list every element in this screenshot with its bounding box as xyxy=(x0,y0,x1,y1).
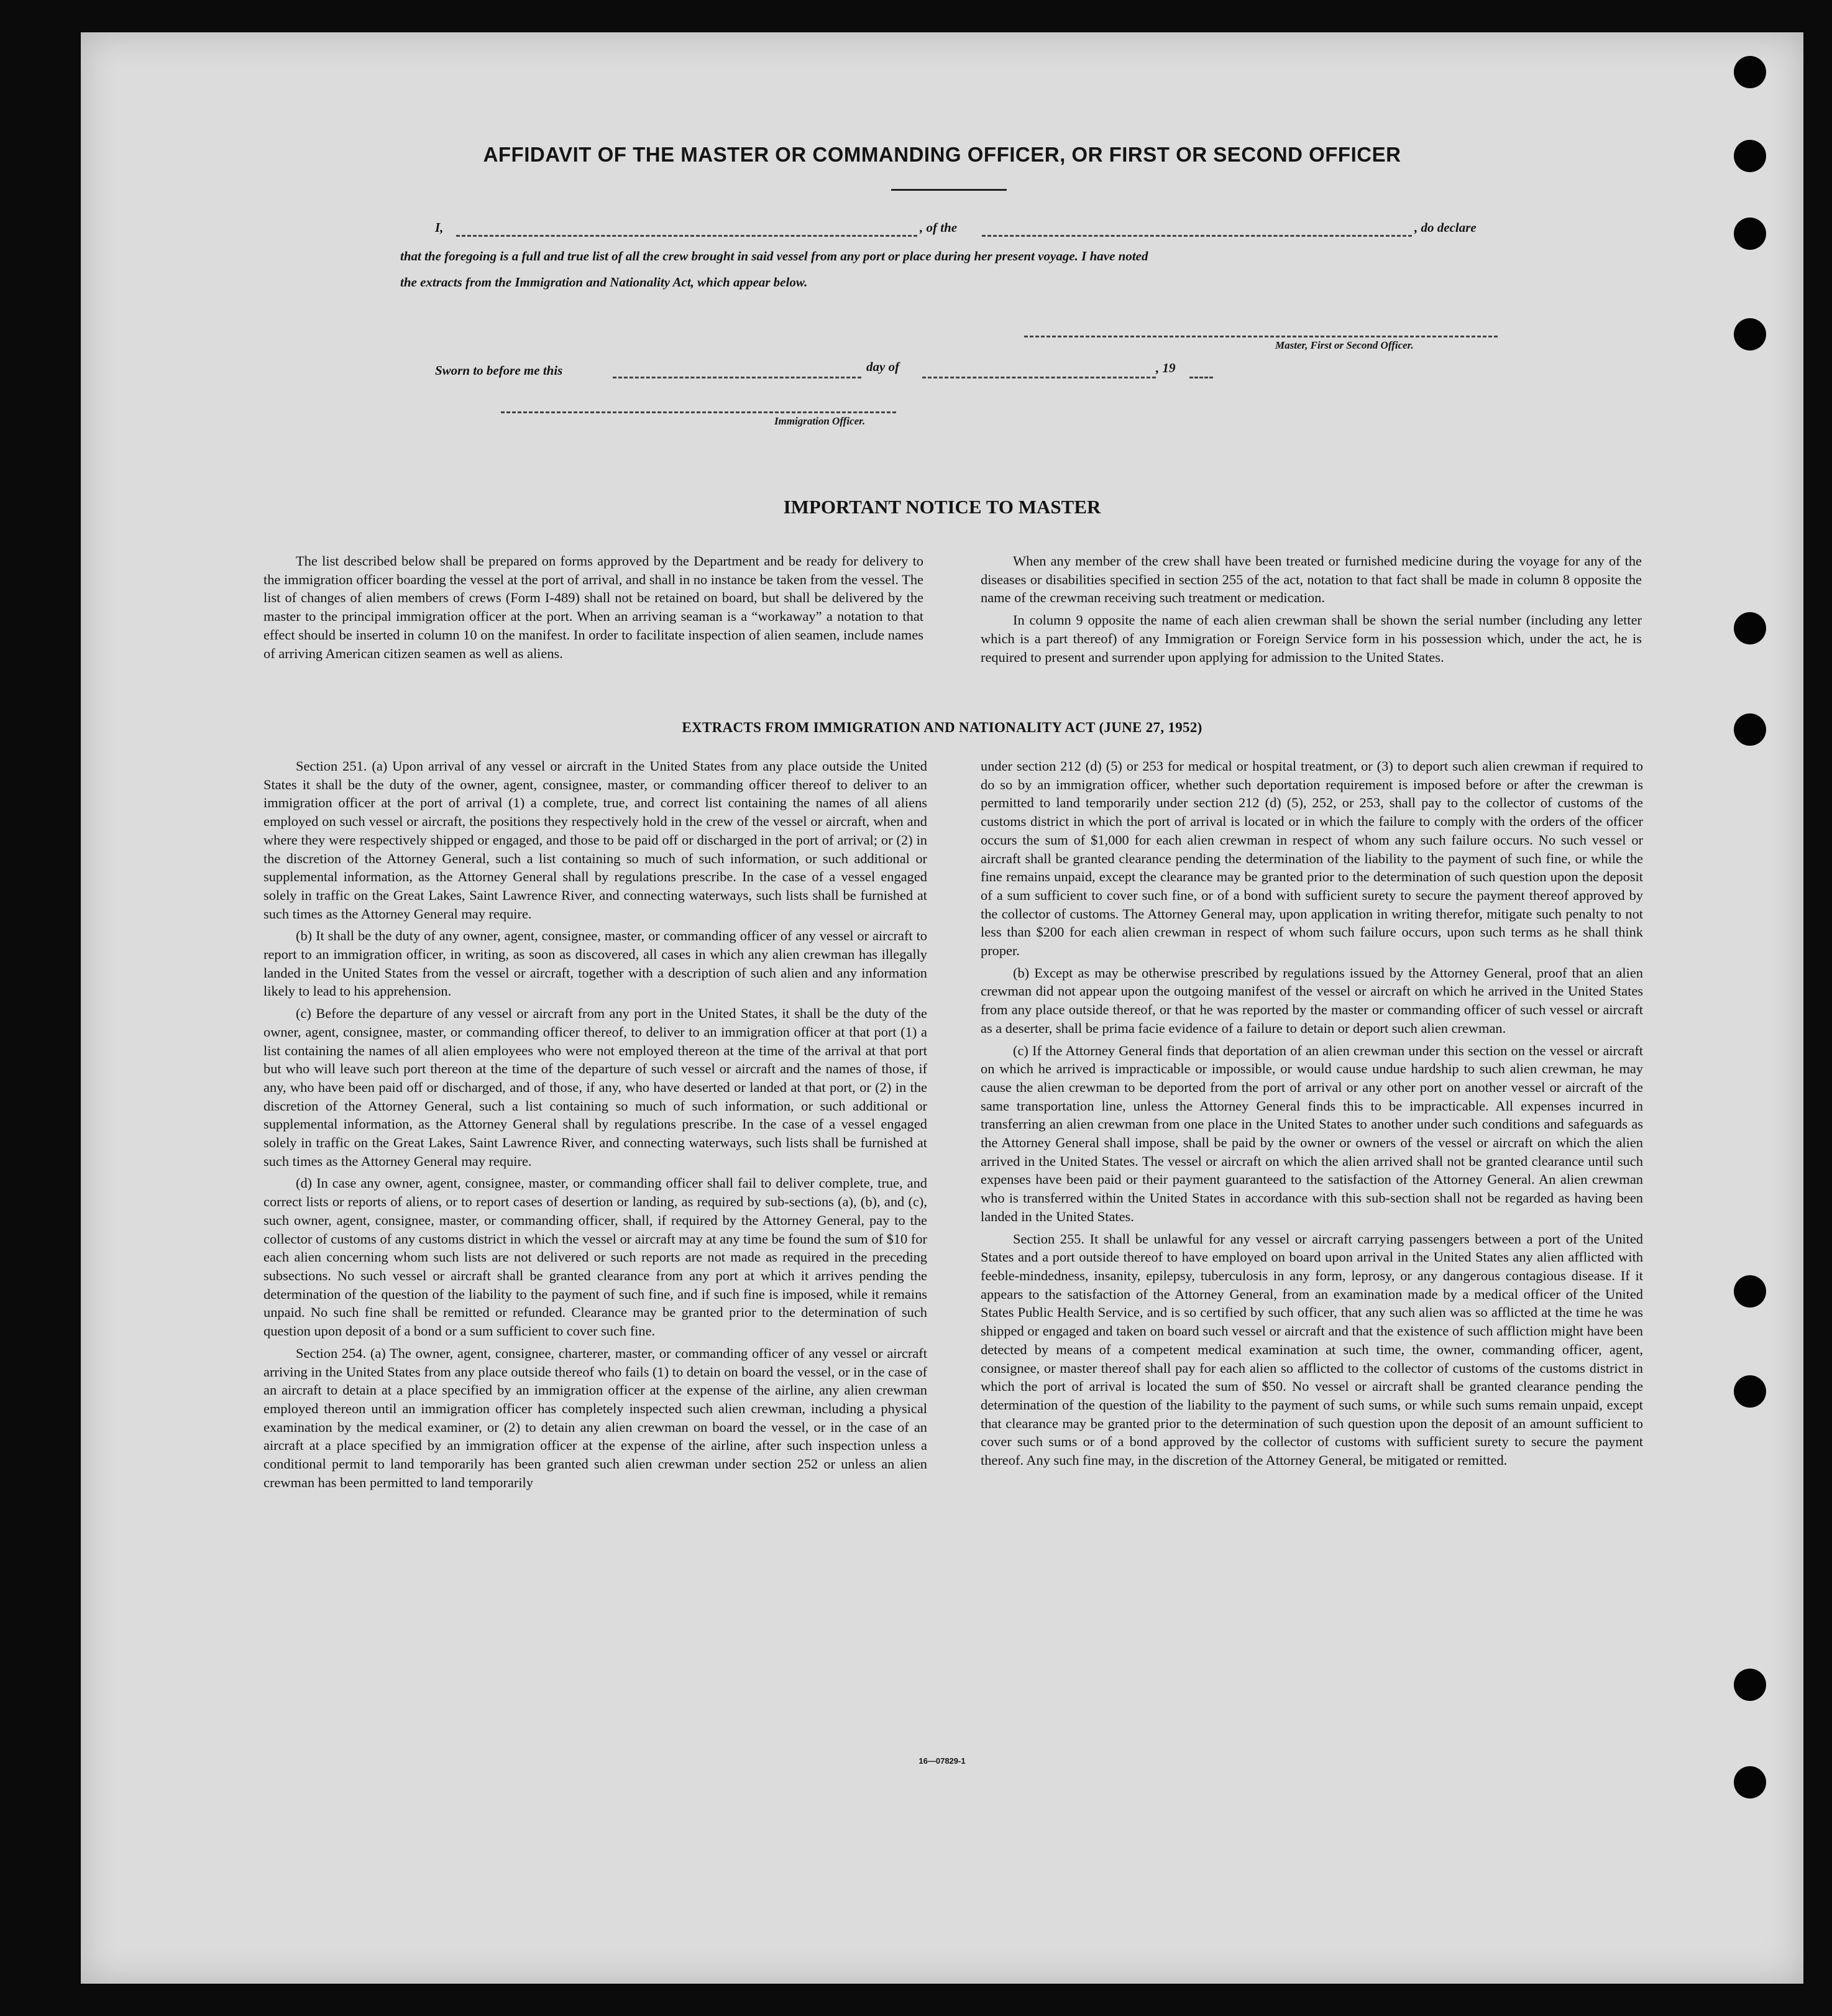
declaration-line-1: that the foregoing is a full and true list of all the crew brought in said vessel from any port or place during her present voyage. I have noted xyxy=(400,249,1148,263)
notice-right-column xyxy=(981,552,1642,670)
sworn-year-field[interactable] xyxy=(1189,377,1213,378)
extract-paragraph: (b) It shall be the duty of any owner, agent, consignee, master, or commanding officer of any vessel or aircraft to report to an immigration officer, in writing, as soon as discovered, all cases in which any alien crewman has illegally landed in the United States from the vessel or aircraft, together with a description of such alien and any information likely to lead to his apprehension. xyxy=(263,928,927,999)
notice-title: IMPORTANT NOTICE TO MASTER xyxy=(783,496,1101,518)
extract-paragraph: Section 251. (a) Upon arrival of any vessel or aircraft in the United States from any place outside the United States it shall be the duty of the owner, agent, consignee, master, or commanding officer thereof to deliver to an immigration officer at the port of arrival (1) a complete, true, and correct list containing the names of all aliens employed on such vessel or aircraft, the positions they respectively hold in the crew of the vessel or aircraft, when and where they were respectively shipped or engaged, and those to be paid off or discharged in the port of arrival; or (2) in the discretion of the Attorney General, such a list containing so much of such information, or such additional or supplemental information, as the Attorney General shall by regulations prescribe. In the case of a vessel engaged solely in traffic on the Great Lakes, Saint Lawrence River, and connecting waterways, such lists shall be furnished at such times as the Attorney General may require. xyxy=(263,758,927,922)
extract-paragraph: (d) In case any owner, agent, consignee, master, or commanding officer shall fail to deliver complete, true, and correct lists or reports of aliens, or to report cases of desertion or landing, as required by sub-sections (a), (b), and (c), such owner, agent, consignee, master, or commanding officer, shall, if required by the Attorney General, pay to the collector of customs of any customs district in which the vessel or aircraft may at any time be found the sum of $10 for each alien concerning whom such lists are not delivered or such reports are not made as required in the preceding subsections. No such vessel or aircraft shall be granted clearance from any port at which it arrives pending the determination of the question of the liability to the payment of such fine, and if such fine is imposed, while it remains unpaid. No such fine shall be remitted or refunded. Clearance may be granted prior to the determination of such question upon deposit of a bond or a sum sufficient to cover such fine. xyxy=(263,1175,927,1339)
extract-paragraph: Section 255. It shall be unlawful for any vessel or aircraft carrying passengers between a port of the United States and a port outside thereof to have employed on board upon arrival in the United States any alien afflicted with feeble-mindedness, insanity, epilepsy, tuberculosis in any form, leprosy, or any dangerous contagious disease. If it appears to the satisfaction of the Attorney General, from an examination made by a medical officer of the United States Public Health Service, and is so certified by such officer, that any such alien was so afflicted at the time he was shipped or engaged and taken on board such vessel or aircraft and that the existence of such affliction might have been detected by means of a competent medical examination at such time, the owner, commanding officer, agent, consignee, or master thereof shall pay for each alien so afflicted to the collector of customs of the customs district in which the port of arrival is located the sum of $50. No vessel or aircraft shall be granted clearance pending the determination of the question of the liability to the payment of such sums, or while such sums remain unpaid, except that clearance may be granted prior to the determination of such question upon the deposit of an amount sufficient to cover such sums or of a bond approved by the collector of customs with sufficient surety to secure the payment thereof. Any such fine may, in the discretion of the Attorney General, be mitigated or remitted. xyxy=(981,1230,1643,1468)
extracts-right-column xyxy=(981,757,1643,1473)
extract-paragraph: under section 212 (d) (5) or 253 for medical or hospital treatment, or (3) to deport such alien crewman if required to do so by an immigration officer, whether such deportation requirement is imposed before or after the crewman is permitted to land temporarily under section 212 (d) (5), 252, or 253, shall pay to the collector of customs of the customs district in which the port of arrival is located or in which the failure to comply with the orders of the officer occurs the sum of $1,000 for each alien crewman in respect of whom any such failure occurs. No such vessel or aircraft shall be granted clearance pending the determination of the liability to the payment of such fine, or while the fine remains unpaid, except the clearance may be granted prior to the determination of such question upon the deposit of a sum sufficient to cover such fine, or of a bond with sufficient surety to secure the payment thereof approved by the collector of customs. The Attorney General may, upon application in writing therefor, mitigate such penalty to not less than $200 for each alien crewman in respect of whom such failure occurs, upon such terms as he shall think proper. xyxy=(981,758,1643,959)
master-signature-line[interactable] xyxy=(1024,336,1498,337)
notice-left-column xyxy=(263,552,923,666)
extract-paragraph: (b) Except as may be otherwise prescribed by regulations issued by the Attorney General, proof that an alien crewman did not appear upon the outgoing manifest of the vessel or aircraft on which he arrived in the United States from any place outside thereof, or that he was reported by the master or commanding officer of such vessel or aircraft as a deserter, shall be prima facie evidence of a failure to detain or deport such alien crewman. xyxy=(981,964,1643,1036)
i-label: I, xyxy=(435,220,444,235)
sworn-month-field[interactable] xyxy=(922,377,1156,378)
officer-signature-line[interactable] xyxy=(501,411,896,413)
master-signature-label: Master, First or Second Officer. xyxy=(1275,339,1414,351)
binder-hole xyxy=(1734,612,1766,644)
binder-hole xyxy=(1734,218,1766,250)
binder-hole xyxy=(1734,1766,1766,1798)
day-of-label: day of xyxy=(866,359,900,374)
extract-paragraph: (c) If the Attorney General finds that deportation of an alien crewman under this section on the vessel or aircraft on which he arrived is impracticable or impossible, or would cause undue hardship to such alien crewman, he may cause the alien crewman to be deported from the port of arrival or any other port on another vessel or aircraft of the same transportation line, unless the Attorney General finds this to be impracticable. All expenses incurred in transferring an alien crewman from one place in the United States to another under such conditions and safeguards as the Attorney General shall impose, shall be paid by the owner or owners of the vessel or aircraft on which the alien arrived in the United States. The vessel or aircraft on which the alien arrived shall not be granted clearance until such expenses have been paid or their payment guaranteed to the satisfaction of the Attorney General. An alien crewman who is transferred within the United States in accordance with this sub-section shall not be regarded as having been landed in the United States. xyxy=(981,1042,1643,1224)
sworn-label: Sworn to before me this xyxy=(435,363,563,378)
name-field[interactable] xyxy=(456,235,917,237)
notice-paragraph: When any member of the crew shall have been treated or furnished medicine during the voyage for any of the diseases or disabilities specified in section 255 of the act, notation to that fact shall be made in column 8 opposite the name of the crewman receiving such treatment or medication. xyxy=(981,553,1642,606)
binder-hole xyxy=(1734,1669,1766,1701)
binder-hole xyxy=(1734,318,1766,351)
form-number: 16—07829-1 xyxy=(918,1756,966,1766)
notice-paragraph: In column 9 opposite the name of each alien crewman shall be shown the serial number (including any letter which is a part thereof) of any Immigration or Foreign Service form in his possession which, under the act, he is required to present and surrender upon applying for admission to the United States. xyxy=(981,612,1642,665)
binder-hole xyxy=(1734,1275,1766,1308)
extract-paragraph: (c) Before the departure of any vessel or aircraft from any port in the United States, it shall be the duty of the owner, agent, consignee, master, or commanding officer thereof, to deliver to an immigration officer at that port (1) a list containing the names of all alien employees who were not employed thereon at the time of the arrival at that port but who will leave such port thereon at the time of the departure of such vessel or aircraft and the names of those, if any, who have been paid off or discharged, and of those, if any, who have deserted or landed at that port, or (2) in the discretion of the Attorney General, such a list containing so much of such information, or such additional or supplemental information, as the Attorney General shall by regulations prescribe. In the case of a vessel engaged solely in traffic on the Great Lakes, Saint Lawrence River, and connecting waterways, such lists shall be furnished at such times as the Attorney General may require. xyxy=(263,1006,927,1169)
officer-signature-label: Immigration Officer. xyxy=(774,415,866,427)
extracts-left-column xyxy=(263,757,927,1495)
affidavit-title: AFFIDAVIT OF THE MASTER OR COMMANDING OFFICER, OR FIRST OR SECOND OFFICER xyxy=(483,143,1401,166)
vessel-field[interactable] xyxy=(982,235,1412,237)
extracts-title: EXTRACTS FROM IMMIGRATION AND NATIONALITY ACT (JUNE 27, 1952) xyxy=(682,720,1202,735)
title-underline xyxy=(891,189,1007,191)
sworn-day-field[interactable] xyxy=(613,377,861,378)
binder-hole xyxy=(1734,1375,1766,1408)
declaration-line-2: the extracts from the Immigration and Nationality Act, which appear below. xyxy=(400,275,808,290)
extract-paragraph: Section 254. (a) The owner, agent, consignee, charterer, master, or commanding officer of any vessel or aircraft arriving in the United States from any place outside thereof who fails (1) to detain on board the vessel, or in the case of an aircraft to detain at a place specified by an immigration officer at the expense of the airline, any alien crewman employed thereon until an immigration officer has completely inspected such alien crewman, including a physical examination by the medical examiner, or (2) to detain any alien crewman on board the vessel, or in the case of an aircraft at a place specified by an immigration officer at the expense of the airline, after such inspection unless a conditional permit to land temporarily has been granted such alien crewman under section 252 or unless an alien crewman has been permitted to land temporarily xyxy=(263,1345,927,1490)
notice-paragraph: The list described below shall be prepared on forms approved by the Department and be ready for delivery to the immigration officer boarding the vessel at the port of arrival, and shall in no instance be taken from the vessel. The list of changes of alien members of crews (Form I-489) shall not be retained on board, but shall be delivered by the master to the principal immigration officer at the port. When an arriving seaman is a “workaway” a notation to that effect should be inserted in column 10 on the manifest. In order to facilitate inspection of alien seamen, include names of arriving American citizen seamen as well as aliens. xyxy=(263,553,923,661)
of-the-label: , of the xyxy=(920,220,958,235)
year-label: , 19 xyxy=(1156,360,1176,375)
do-declare-label: , do declare xyxy=(1414,220,1477,235)
binder-hole xyxy=(1734,56,1766,88)
